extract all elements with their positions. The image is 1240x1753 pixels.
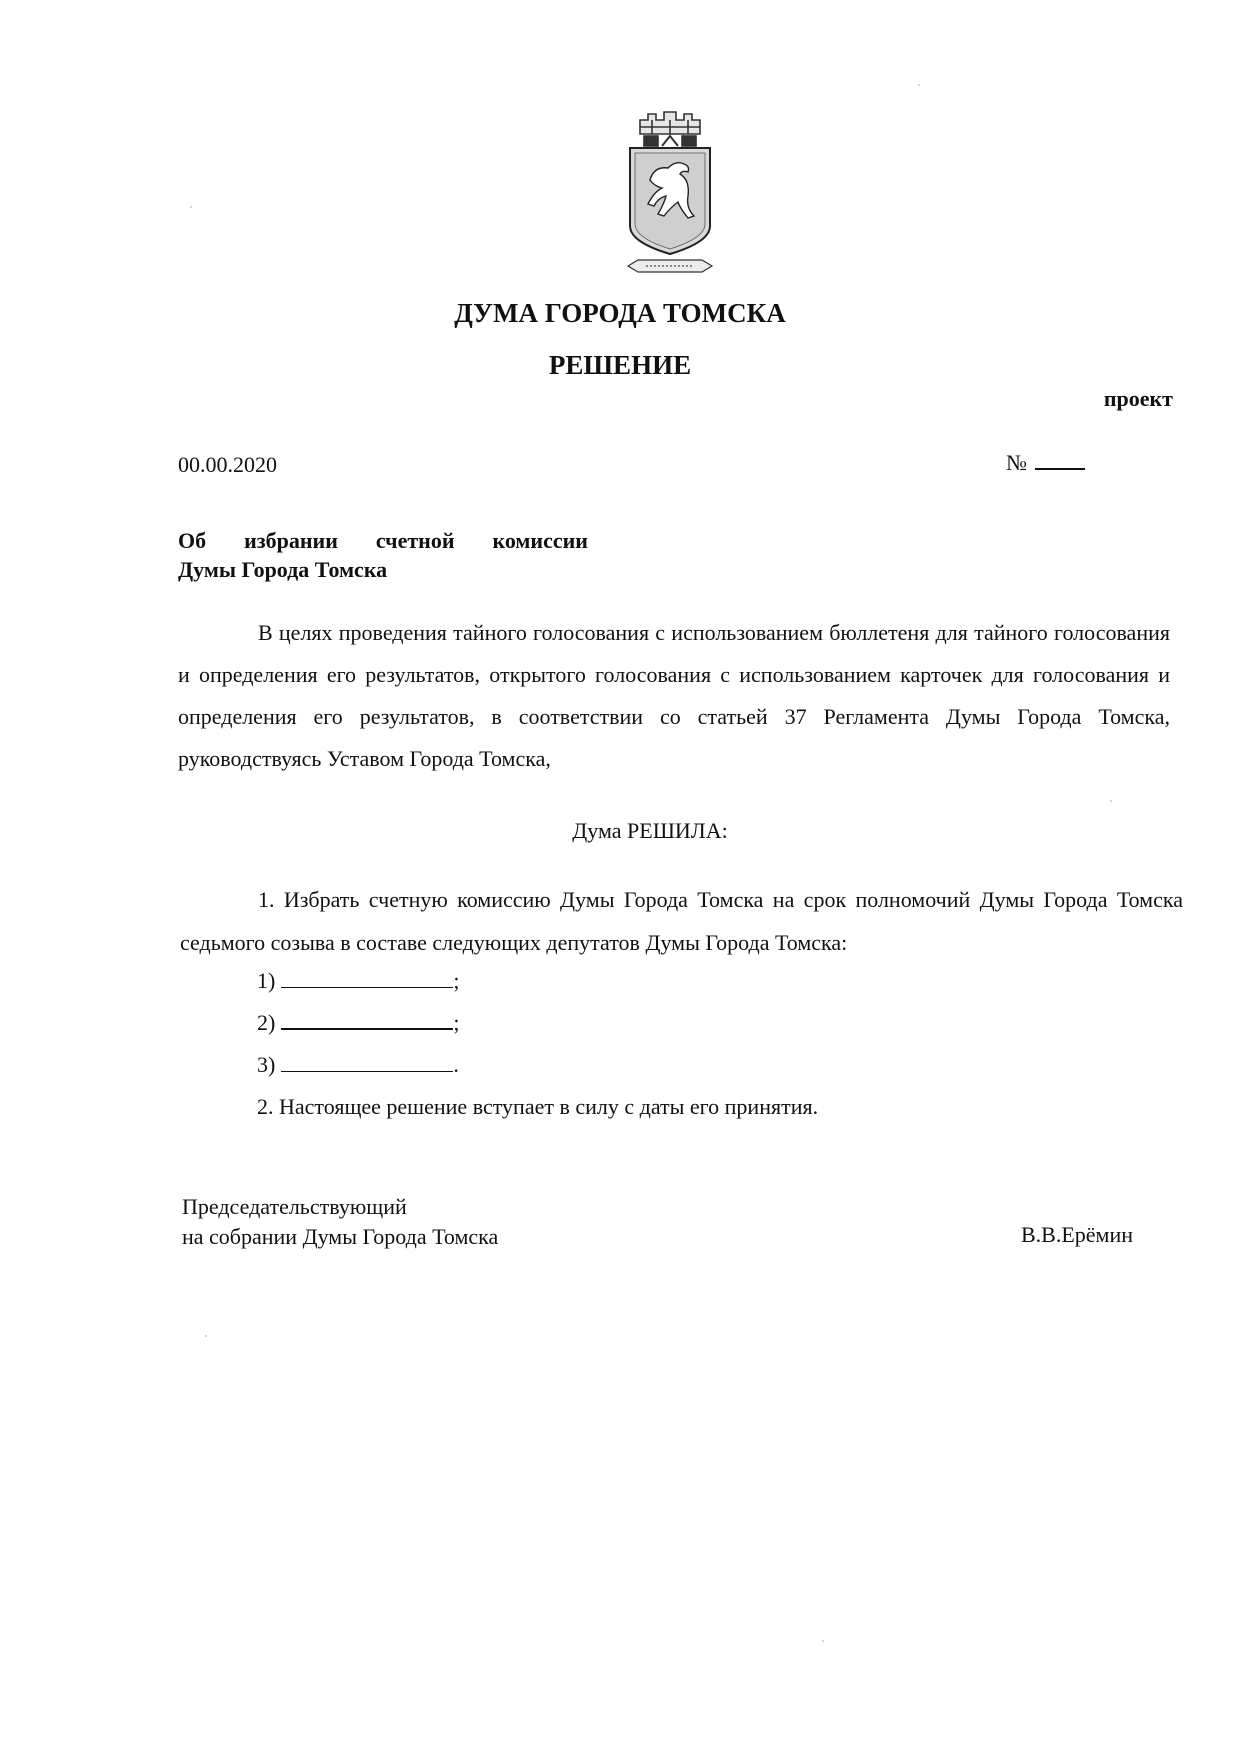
member-number: 3) <box>257 1052 276 1077</box>
document-date: 00.00.2020 <box>178 452 277 477</box>
decision-item-1: 1. Избрать счетную комиссию Думы Города Томска на срок полномочий Думы Города Томска седьмого созыва в составе следующих депутатов Думы Города Томска: <box>180 887 1183 955</box>
draft-mark: проект <box>1103 386 1173 411</box>
member-end: . <box>453 1052 459 1077</box>
member-number: 1) <box>257 968 276 993</box>
signatory-role-line-1: Председательствующий <box>182 1194 407 1219</box>
member-end: ; <box>453 1010 460 1035</box>
member-line <box>257 1052 459 1078</box>
document-type: РЕШЕНИЕ <box>548 350 692 380</box>
subject-line-2: Думы Города Томска <box>178 557 388 582</box>
preamble-paragraph: В целях проведения тайного голосования с использованием бюллетеня для тайного голосования и определения его результатов, открытого голосования с использованием карточек для голосования и определения его результатов, в соответствии со статьей 37 Регламента Думы Города Томска, руководствуясь Уставом Города Томска, <box>178 620 1170 771</box>
member-end: ; <box>453 968 460 993</box>
member-blank <box>281 1010 453 1030</box>
scan-speck <box>190 206 192 208</box>
signatory-role <box>182 1192 498 1252</box>
document-number <box>1006 450 1085 476</box>
number-label: № <box>1006 450 1027 475</box>
subject-word: избрании <box>244 528 338 553</box>
member-line <box>257 968 459 994</box>
scan-speck <box>205 1335 207 1337</box>
tomsk-coat-of-arms-icon <box>624 108 716 280</box>
signatory-role-line-2: на собрании Думы Города Томска <box>182 1224 499 1249</box>
member-blank <box>281 969 453 988</box>
resolved-heading: Дума РЕШИЛА: <box>572 818 728 843</box>
member-blank <box>281 1053 453 1072</box>
decision-item-2: 2. Настоящее решение вступает в силу с даты его принятия. <box>257 1094 819 1119</box>
subject-word: комиссии <box>492 528 588 553</box>
subject-word: счетной <box>375 528 455 553</box>
scan-speck <box>1110 800 1112 802</box>
subject-heading <box>178 526 618 584</box>
scan-speck <box>822 1640 824 1642</box>
organization-title: ДУМА ГОРОДА ТОМСКА <box>454 298 786 328</box>
subject-word: Об <box>178 528 207 553</box>
member-line <box>257 1010 459 1036</box>
subject-line-1 <box>178 526 588 555</box>
scan-speck <box>918 84 920 86</box>
member-number: 2) <box>257 1010 276 1035</box>
number-blank <box>1035 452 1085 470</box>
signatory-name: В.В.Ерёмин <box>1021 1222 1134 1247</box>
